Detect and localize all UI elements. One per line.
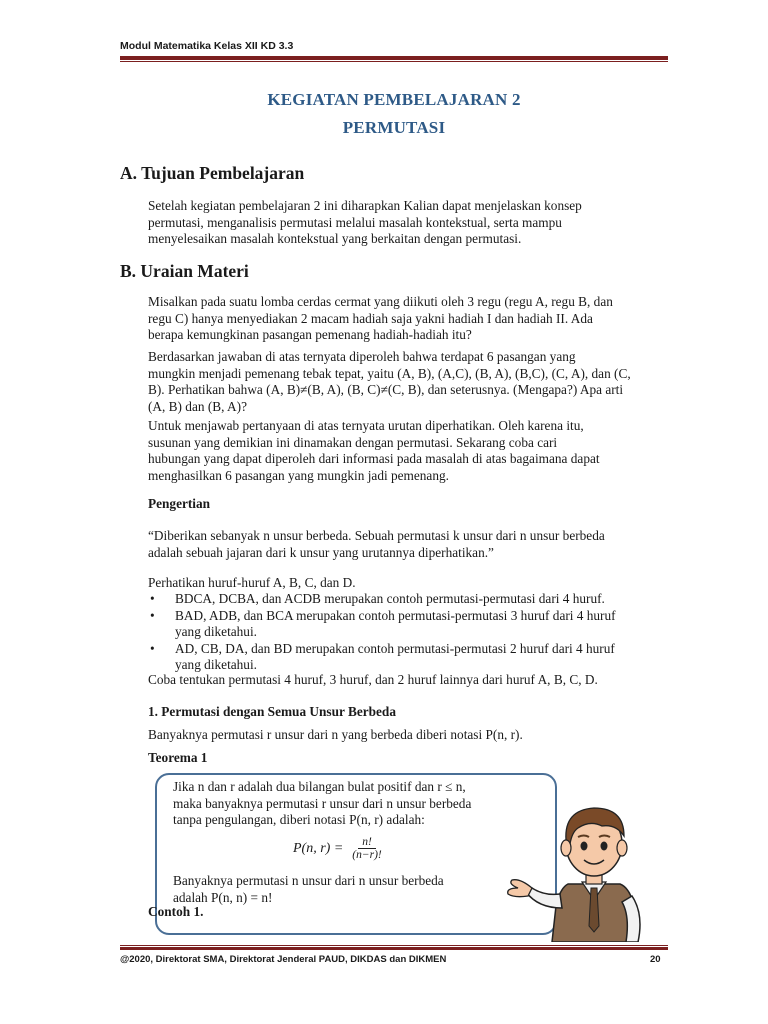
formula-lhs: P(n, r) = <box>293 840 344 856</box>
text-line: Misalkan pada suatu lomba cerdas cermat yang diikuti oleh 3 regu (regu A, regu B, dan <box>148 294 613 309</box>
header-rule-thin <box>120 61 668 62</box>
text-line: Banyaknya permutasi n unsur dari n unsur berbeda <box>173 873 444 888</box>
footer-rule-thin <box>120 945 668 946</box>
section-a-paragraph <box>148 198 668 248</box>
permutation-formula <box>293 836 386 861</box>
pengertian-label: Pengertian <box>148 496 211 511</box>
list-item: • AD, CB, DA, dan BD merupakan contoh permutasi-permutasi 2 huruf dari 4 huruf yang diketahui. <box>148 641 668 674</box>
subsection-1-heading: 1. Permutasi dengan Semua Unsur Berbeda <box>148 704 396 719</box>
text-line: tanpa pengulangan, diberi notasi P(n, r) adalah: <box>173 812 425 828</box>
example-list <box>148 591 668 674</box>
page-number: 20 <box>650 954 661 965</box>
teacher-illustration <box>498 796 668 942</box>
header-rule <box>120 56 668 60</box>
document-header: Modul Matematika Kelas XII KD 3.3 <box>120 40 294 52</box>
text-line: maka banyaknya permutasi r unsur dari n unsur berbeda <box>173 795 472 811</box>
section-b-heading: B. Uraian Materi <box>120 261 249 281</box>
text-line: Berdasarkan jawaban di atas ternyata diperoleh bahwa terdapat 6 pasangan yang <box>148 349 576 364</box>
paragraph-3 <box>148 418 668 484</box>
text-line: Setelah kegiatan pembelajaran 2 ini diharapkan Kalian dapat menjelaskan konsep <box>148 198 582 213</box>
section-a-heading: A. Tujuan Pembelajaran <box>120 163 305 183</box>
text-line: regu C) hanya menyediakan 2 macam hadiah saja yakni hadiah I dan hadiah II. Ada <box>148 310 593 326</box>
footer-copyright: @2020, Direktorat SMA, Direktorat Jenderal PAUD, DIKDAS dan DIKMEN <box>120 954 447 965</box>
paragraph-1 <box>148 294 668 344</box>
try-instruction: Coba tentukan permutasi 4 huruf, 3 huruf, dan 2 huruf lainnya dari huruf A, B, C, D. <box>148 672 598 687</box>
text-line: mungkin menjadi pemenang tebak tepat, yaitu (A, B), (A,C), (B, A), (B,C), (C, A), dan (C, <box>148 365 631 381</box>
text-line: menghasilkan 6 pasangan yang mungkin jadi pemenang. <box>148 467 449 483</box>
list-item: • BDCA, DCBA, dan ACDB merupakan contoh permutasi-permutasi dari 4 huruf. <box>148 591 668 608</box>
list-item: • BAD, ADB, dan BCA merupakan contoh permutasi-permutasi 3 huruf dari 4 huruf yang diketahui. <box>148 608 668 641</box>
formula-fraction <box>348 836 385 861</box>
text-line: permutasi, menganalisis permutasi melalui masalah kontekstual, serta mampu <box>148 214 562 230</box>
text-line: “Diberikan sebanyak n unsur berbeda. Sebuah permutasi k unsur dari n unsur berbeda <box>148 528 605 543</box>
footer-rule <box>120 947 668 950</box>
formula-numerator: n! <box>358 836 376 849</box>
text-line: hubungan yang dapat diperoleh dari informasi pada masalah di atas bagaimana dapat <box>148 451 600 467</box>
theorem-text-2 <box>173 873 523 906</box>
chapter-title: KEGIATAN PEMBELAJARAN 2 <box>267 90 521 109</box>
text-line: berapa kemungkinan pasangan pemenang hadiah-hadiah itu? <box>148 327 472 343</box>
text-line: susunan yang demikian ini dinamakan dengan permutasi. Sekarang coba cari <box>148 434 558 450</box>
subsection-1-text: Banyaknya permutasi r unsur dari n yang berbeda diberi notasi P(n, r). <box>148 727 523 742</box>
definition-quote <box>148 528 668 561</box>
chapter-subtitle: PERMUTASI <box>342 118 446 137</box>
text-line: adalah sebuah jajaran dari k unsur yang urutannya diperhatikan.” <box>148 544 494 560</box>
text-line: Jika n dan r adalah dua bilangan bulat positif dan r ≤ n, <box>173 779 466 794</box>
text-line: (A, B) dan (B, A)? <box>148 398 247 414</box>
text-line: Untuk menjawab pertanyaan di atas ternyata urutan diperhatikan. Oleh karena itu, <box>148 418 584 433</box>
paragraph-2 <box>148 349 668 415</box>
formula-denominator: (n−r)! <box>352 849 382 861</box>
text-line: B). Perhatikan bahwa (A, B)≠(B, A), (B, C)≠(C, B), dan seterusnya. (Mengapa?) Apa arti <box>148 382 624 398</box>
letters-intro: Perhatikan huruf-huruf A, B, C, dan D. <box>148 575 356 590</box>
text-line: adalah P(n, n) = n! <box>173 889 273 905</box>
contoh-label: Contoh 1. <box>148 904 204 919</box>
theorem-text <box>173 779 523 829</box>
text-line: menyelesaikan masalah kontekstual yang berkaitan dengan permutasi. <box>148 231 522 247</box>
teorema-label: Teorema 1 <box>148 750 208 765</box>
